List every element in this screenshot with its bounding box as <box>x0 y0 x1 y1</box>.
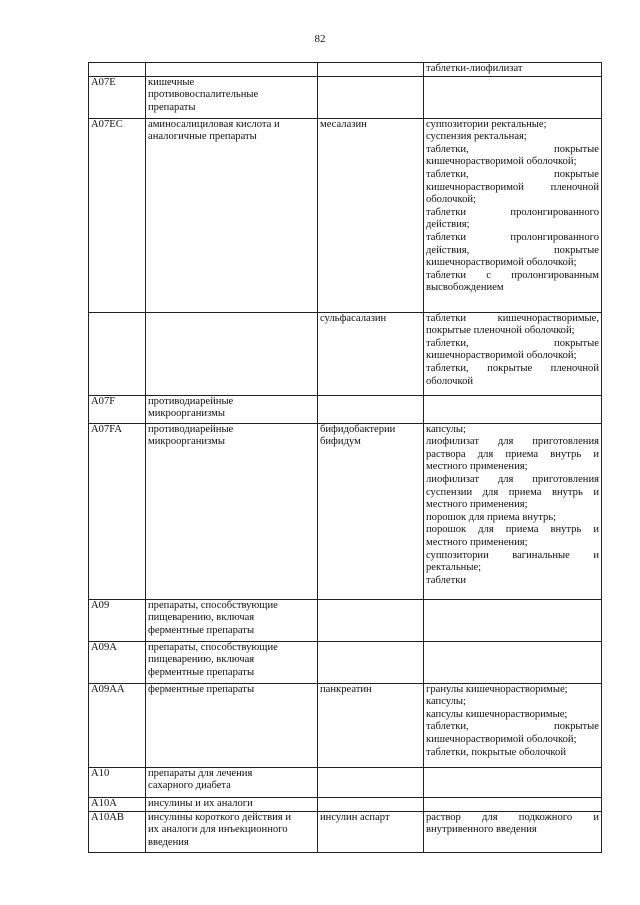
atc-code-cell <box>89 641 146 683</box>
pharm-group-text: ферментные препараты <box>148 683 255 695</box>
dosage-form-item: таблетки с пролонгированным высвобождением <box>426 269 599 294</box>
dosage-form-item: суппозитории ректальные; <box>426 118 547 130</box>
pharm-group-text: противодиарейные микроорганизмы <box>148 423 234 448</box>
atc-code-text: A07EC <box>91 118 123 130</box>
drug-name-text: инсулин аспарт <box>320 811 390 823</box>
dosage-form-item: таблетки <box>426 574 467 586</box>
dosage-form-item: лиофилизат для приготовления суспензии для приема внутрь и местного применения; <box>426 473 599 511</box>
drug-name-cell <box>318 312 424 395</box>
atc-code-cell <box>89 767 146 797</box>
dosage-form-item: порошок для приема внутрь; <box>426 511 557 523</box>
drug-name-cell <box>318 683 424 767</box>
page-number: 82 <box>314 33 326 45</box>
dosage-forms-cell <box>424 641 602 683</box>
drug-name-text: месалазин <box>320 118 367 130</box>
atc-code-cell <box>89 76 146 118</box>
dosage-forms-cell <box>424 767 602 797</box>
drug-name-cell <box>318 63 424 77</box>
pharm-group-cell <box>146 599 318 641</box>
atc-code-cell <box>89 599 146 641</box>
atc-code-text: A09AA <box>91 683 125 695</box>
atc-code-text: A10 <box>91 767 110 779</box>
table-row <box>89 118 602 312</box>
drug-name-cell <box>318 423 424 599</box>
dosage-form-item: таблетки, покрытые пленочной оболочкой <box>426 362 599 387</box>
pharm-group-cell <box>146 76 318 118</box>
table-row <box>89 599 602 641</box>
atc-code-text: A09A <box>91 641 117 653</box>
dosage-form-item: таблетки кишечнорастворимые, покрытые пленочной оболочкой; <box>426 312 599 337</box>
dosage-form-item: таблетки, покрытые оболочкой <box>426 746 566 758</box>
table-row <box>89 767 602 797</box>
drug-name-cell <box>318 599 424 641</box>
drug-name-cell <box>318 395 424 423</box>
dosage-form-item: таблетки пролонгированного действия, покрытые кишечнорастворимой оболочкой; <box>426 231 599 269</box>
atc-code-text: A07E <box>91 76 116 88</box>
dosage-form-item: таблетки, покрытые кишечнорастворимой пленочной оболочкой; <box>426 168 599 206</box>
drug-name-cell <box>318 767 424 797</box>
atc-code-cell <box>89 395 146 423</box>
atc-code-cell <box>89 63 146 77</box>
drug-name-text: сульфасалазин <box>320 312 387 324</box>
atc-code-text: A09 <box>91 599 110 611</box>
dosage-form-item: таблетки, покрытые кишечнорастворимой оболочкой; <box>426 337 599 362</box>
pharm-group-cell <box>146 641 318 683</box>
drug-name-cell <box>318 797 424 811</box>
atc-code-text: A07F <box>91 395 116 407</box>
dosage-forms-cell <box>424 76 602 118</box>
dosage-forms-cell <box>424 599 602 641</box>
table-row <box>89 63 602 77</box>
table-row <box>89 797 602 811</box>
dosage-form-item: раствор для подкожного и внутривенного введения <box>426 811 599 836</box>
drug-name-cell <box>318 118 424 312</box>
table-row <box>89 641 602 683</box>
dosage-form-item: таблетки-лиофилизат <box>426 63 523 74</box>
atc-code-text: A10A <box>91 797 117 809</box>
dosage-form-item: капсулы кишечнорастворимые; <box>426 708 568 720</box>
pharm-group-cell <box>146 797 318 811</box>
pharm-group-cell <box>146 312 318 395</box>
dosage-form-item: таблетки, покрытые кишечнорастворимой оболочкой; <box>426 143 599 168</box>
pharm-group-cell <box>146 63 318 77</box>
table-row <box>89 76 602 118</box>
dosage-form-item: таблетки пролонгированного действия; <box>426 206 599 231</box>
table-row <box>89 683 602 767</box>
atc-code-cell <box>89 811 146 852</box>
medication-table <box>88 62 602 853</box>
pharm-group-text: инсулины короткого действия и их аналоги для инъекционного введения <box>148 811 291 848</box>
pharm-group-text: кишечные противовоспалительные препараты <box>148 76 259 113</box>
pharm-group-cell <box>146 767 318 797</box>
dosage-form-item: гранулы кишечнорастворимые; <box>426 683 568 695</box>
dosage-forms-cell <box>424 683 602 767</box>
pharm-group-text: аминосалициловая кислота и аналогичные препараты <box>148 118 280 143</box>
atc-code-cell <box>89 797 146 811</box>
drug-name-text: бифидобактерии бифидум <box>320 423 396 448</box>
pharm-group-text: противодиарейные микроорганизмы <box>148 395 234 420</box>
drug-name-cell <box>318 76 424 118</box>
dosage-form-item: лиофилизат для приготовления раствора для приема внутрь и местного применения; <box>426 436 599 473</box>
dosage-form-item: суспензия ректальная; <box>426 131 527 143</box>
table-row <box>89 312 602 395</box>
pharm-group-cell <box>146 118 318 312</box>
dosage-forms-cell <box>424 797 602 811</box>
pharm-group-cell <box>146 395 318 423</box>
pharm-group-text: инсулины и их аналоги <box>148 797 253 809</box>
drug-name-text: панкреатин <box>320 683 372 695</box>
dosage-forms-cell <box>424 423 602 599</box>
dosage-forms-cell <box>424 395 602 423</box>
table-row <box>89 423 602 599</box>
dosage-forms-cell <box>424 63 602 77</box>
pharm-group-text: препараты для лечения сахарного диабета <box>148 767 253 792</box>
atc-code-text: A07FA <box>91 423 122 435</box>
pharm-group-cell <box>146 811 318 852</box>
atc-code-cell <box>89 683 146 767</box>
atc-code-cell <box>89 423 146 599</box>
dosage-form-item: капсулы; <box>426 696 466 708</box>
dosage-form-item: таблетки, покрытые кишечнорастворимой оболочкой; <box>426 721 599 745</box>
dosage-forms-cell <box>424 811 602 852</box>
pharm-group-text: препараты, способствующие пищеварению, включая ферментные препараты <box>148 641 278 678</box>
dosage-form-item: порошок для приема внутрь и местного применения; <box>426 524 599 548</box>
dosage-forms-cell <box>424 312 602 395</box>
table-row <box>89 395 602 423</box>
dosage-form-item: капсулы; <box>426 423 466 435</box>
atc-code-text: A10AB <box>91 811 124 823</box>
dosage-form-item: суппозитории вагинальные и ректальные; <box>426 549 599 574</box>
pharm-group-text: препараты, способствующие пищеварению, включая ферментные препараты <box>148 599 278 636</box>
pharm-group-cell <box>146 423 318 599</box>
pharm-group-cell <box>146 683 318 767</box>
drug-name-cell <box>318 641 424 683</box>
table-row <box>89 811 602 852</box>
dosage-forms-cell <box>424 118 602 312</box>
atc-code-cell <box>89 118 146 312</box>
atc-code-cell <box>89 312 146 395</box>
drug-name-cell <box>318 811 424 852</box>
